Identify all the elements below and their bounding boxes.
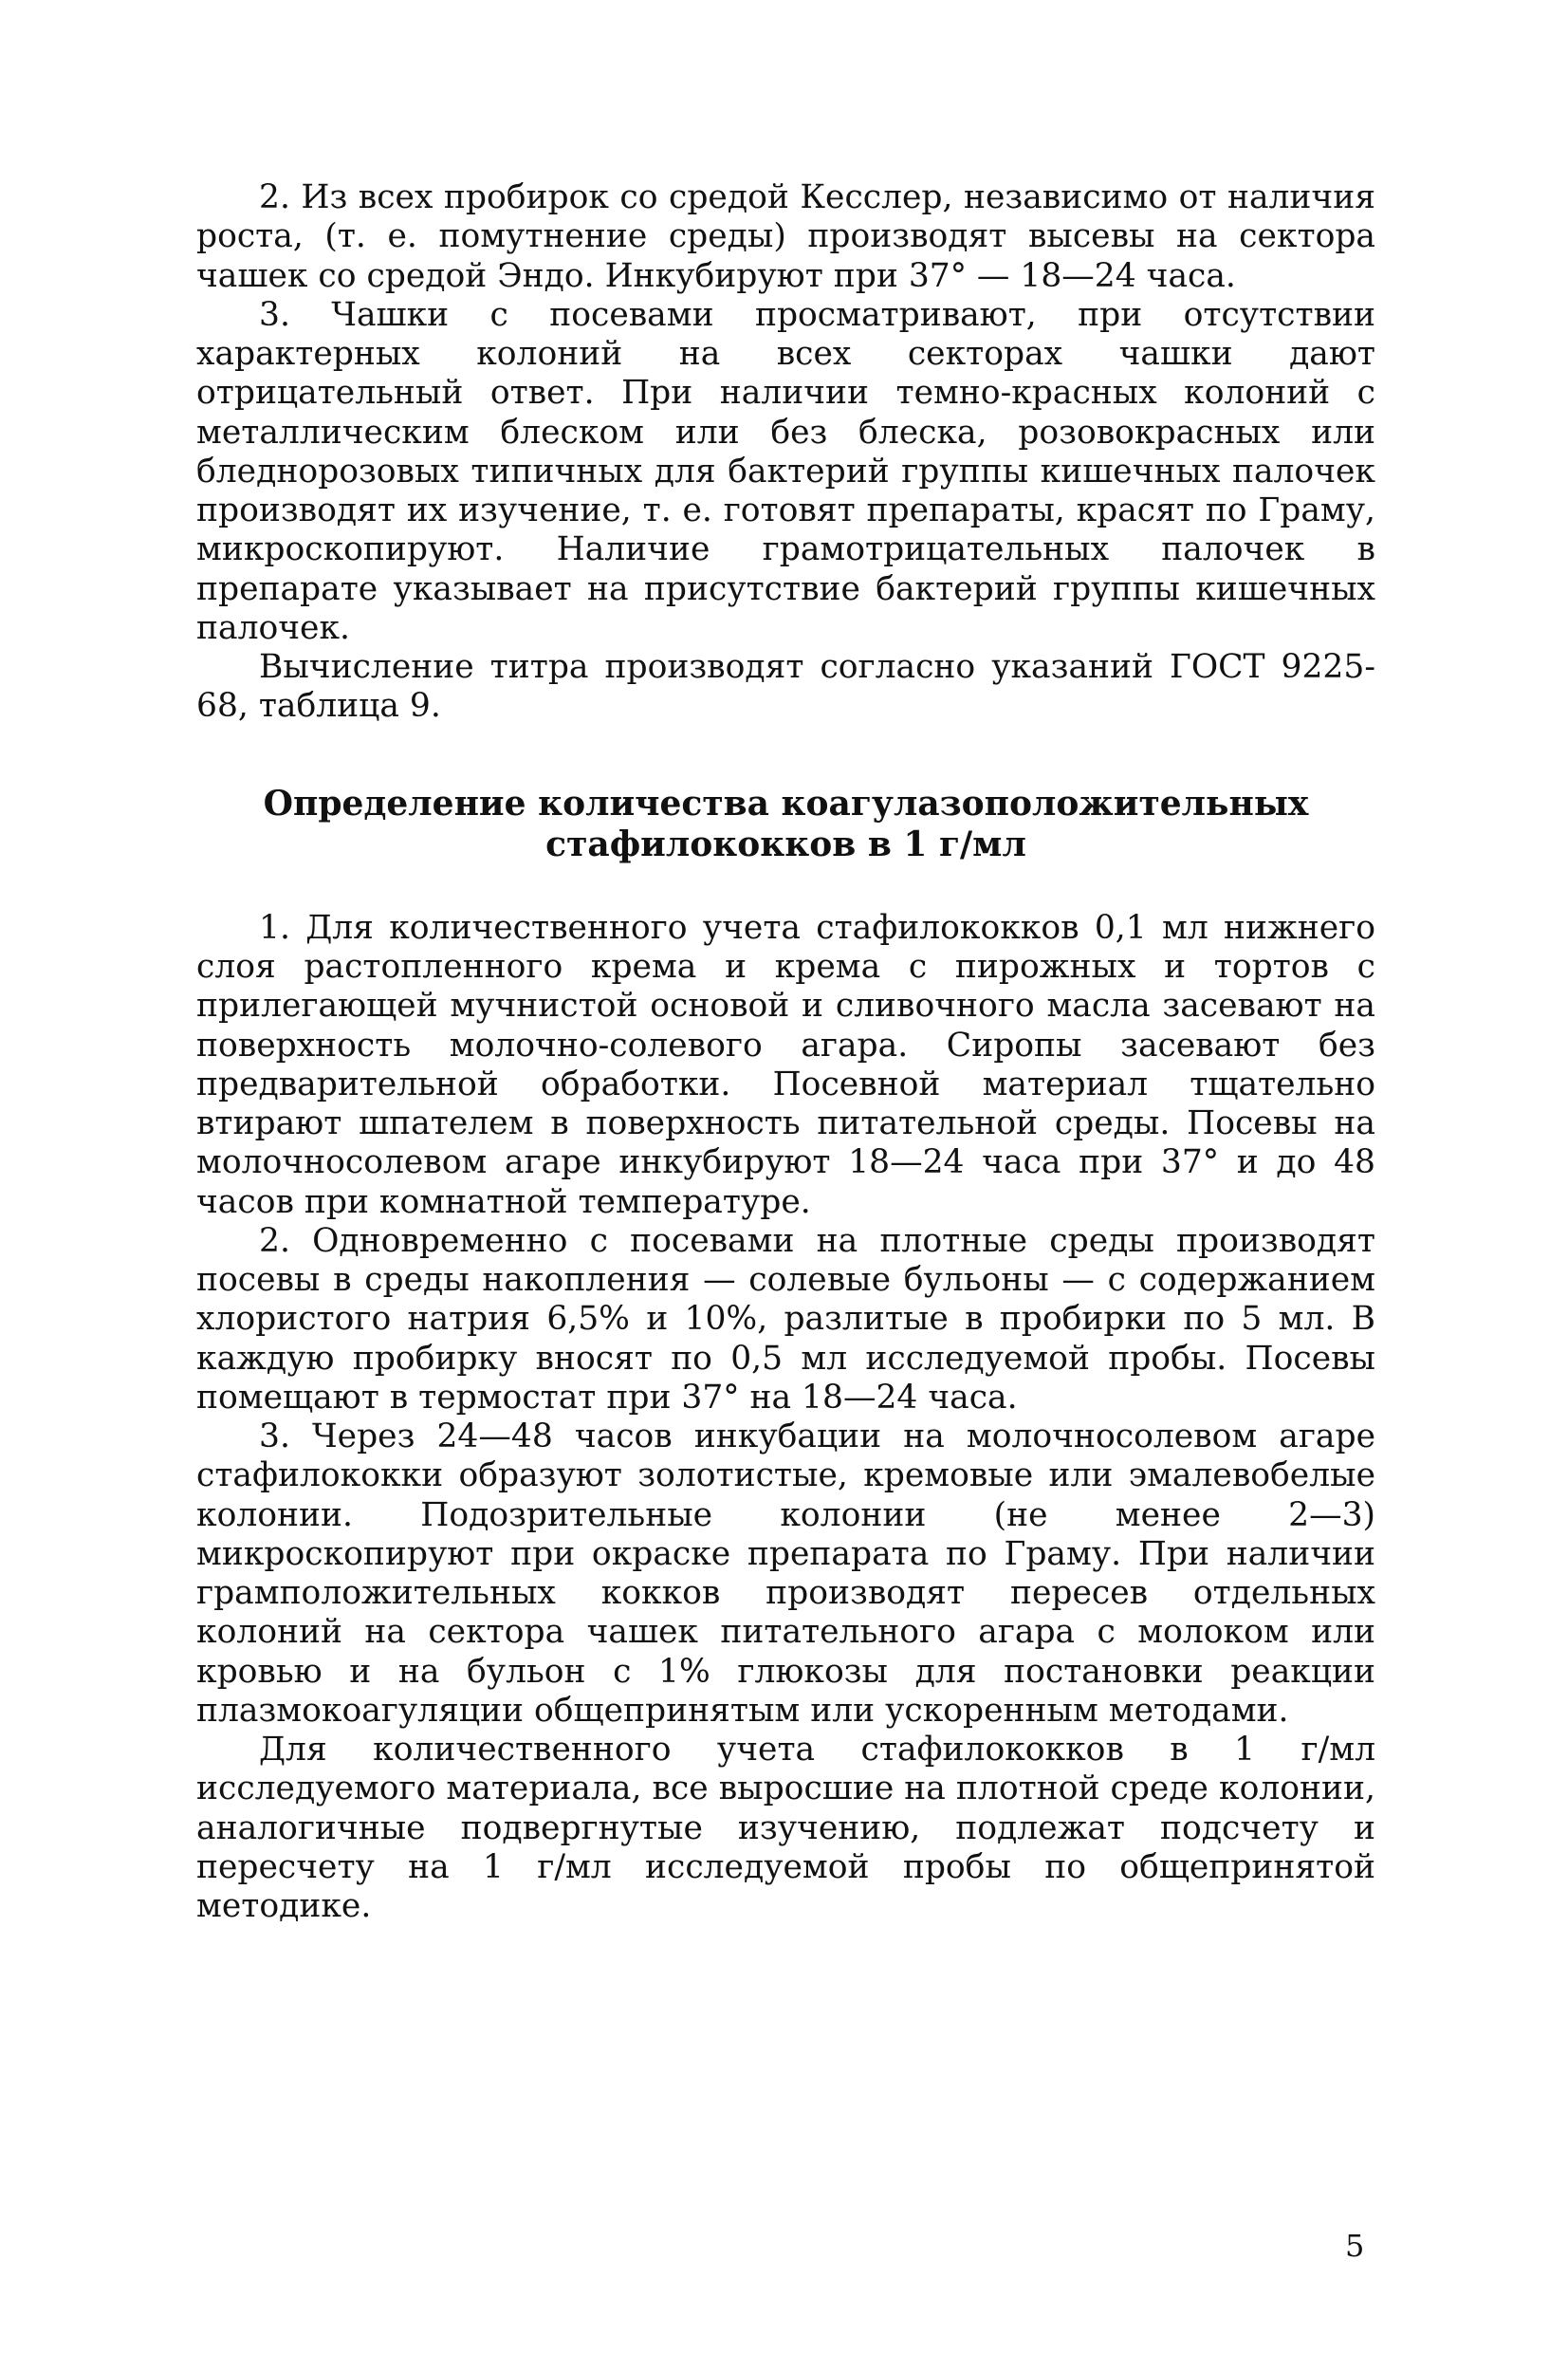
paragraph-staph-inoculation: 1. Для количественного учета стафилококков 0,1 мл нижнего слоя растопленного крема и крема с пирожных и тортов с прилегающей мучнистой основой и сливочного масла засевают на поверхность молочно-солевого агара. Сиропы засевают без предварительной обработки. Посевной материал тщательно втирают шпателем в поверхность питательной среды. Посевы на молочносолевом агаре инкубируют 18—24 часа при 37° и до 48 часов при комнатной температуре. <box>196 908 1375 1221</box>
page-number: 5 <box>1345 2228 1365 2264</box>
paragraph-enrichment-media: 2. Одновременно с посевами на плотные среды производят посевы в среды накопления — солевые бульоны — с содержанием хлористого натрия 6,5% и 10%, разлитые в пробирки по 5 мл. В каждую пробирку вносят по 0,5 мл исследуемой пробы. Посевы помещают в термостат при 37° на 18—24 часа. <box>196 1221 1375 1417</box>
paragraph-staph-count: Для количественного учета стафилококков в 1 г/мл исследуемого материала, все выросшие на плотной среде колонии, аналогичные подвергнутые изучению, подлежат подсчету и пересчету на 1 г/мл исследуемой пробы по общепринятой методике. <box>196 1731 1375 1926</box>
page-body <box>196 178 1375 1926</box>
section-heading <box>196 784 1375 865</box>
section-heading-line-2: стафилококков в 1 г/мл <box>545 824 1026 864</box>
paragraph-titer-calculation: Вычисление титра производят согласно указаний ГОСТ 9225-68, таблица 9. <box>196 648 1375 726</box>
paragraph-colony-identification: 3. Через 24—48 часов инкубации на молочносолевом агаре стафилококки образуют золотистые, кремовые или эмалевобелые колонии. Подозрительные колонии (не менее 2—3) микроскопируют при окраске препарата по Граму. При наличии грамположительных кокков производят пересев отдельных колоний на сектора чашек питательного агара с молоком или кровью и на бульон с 1% глюкозы для постановки реакции плазмокоагуляции общепринятым или ускоренным методами. <box>196 1417 1375 1730</box>
paragraph-colony-examination: 3. Чашки с посевами просматривают, при отсутствии характерных колоний на всех секторах чашки дают отрицательный ответ. При наличии темно-красных колоний с металлическим блеском или без блеска, розовокрасных или бледнорозовых типичных для бактерий группы кишечных палочек производят их изучение, т. е. готовят препараты, красят по Граму, микроскопируют. Наличие грамотрицательных палочек в препарате указывает на присутствие бактерий группы кишечных палочек. <box>196 295 1375 647</box>
section-heading-line-1: Определение количества коагулазоположительных <box>263 783 1309 824</box>
paragraph-results-endo: 2. Из всех пробирок со средой Кесслер, независимо от наличия роста, (т. е. помутнение среды) производят высевы на сектора чашек со средой Эндо. Инкубируют при 37° — 18—24 часа. <box>196 178 1375 295</box>
